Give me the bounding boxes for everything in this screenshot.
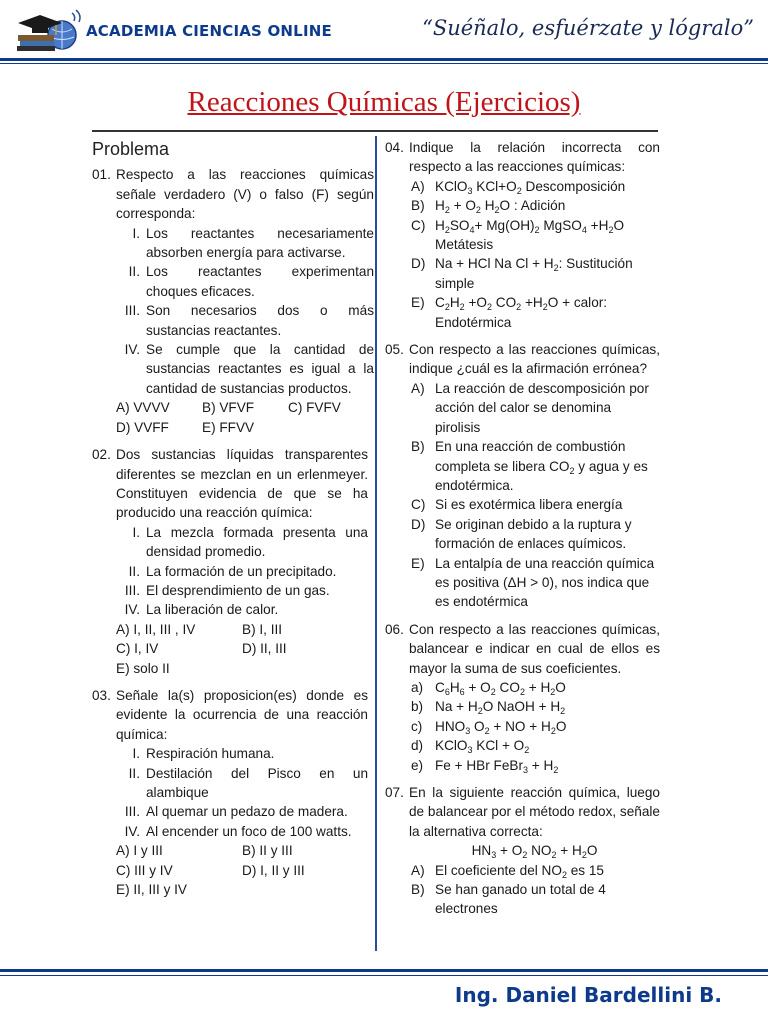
statement-item: II. La formación de un precipitado. [128,563,337,579]
page-title: Reacciones Químicas (Ejercicios) [187,86,581,118]
statement-item: I. La mezcla formada presenta una densidad promedio. [132,524,368,560]
graduation-cap-books-logo-icon [12,5,82,55]
statement-item: III. Al quemar un pedazo de madera. [124,804,348,820]
alternative: d) KClO$_3$ KCl + $O_2$ [411,738,530,756]
option: A) I y III [116,843,163,859]
option: C) FVFV [288,400,341,416]
statement-item: II. Los reactantes experimentan choques eficaces. [128,264,374,299]
question-number: 01. [92,167,111,183]
statement-item: IV. La liberación de calor. [124,602,279,618]
option: D) I, II y III [242,862,305,878]
reaction-equation: $HN_3 + O_2$ $NO_2 + H_2O$ [471,843,598,861]
option: E) II, III y IV [116,882,188,898]
statement-item: III. El desprendimiento de un gas. [124,582,330,598]
alternative: E) La entalpía de una reacción química es positiva (ΔH > 0), nos indica que es endotérmica [411,555,655,610]
alternative: D) Se originan debido a la ruptura y formación de enlaces químicos. [411,516,632,552]
alternative: c) $HNO_3$ $O_2$ + NO + $H_2O$ [411,718,567,736]
alternative: C) $H_2SO_4+ Mg(OH)_2$ MgSO$_4$ $+H_2O$ Metátesis [411,217,625,253]
question-02 [92,445,366,678]
question-05 [385,340,660,612]
question-03 [92,686,366,899]
alternative: C) Si es exotérmica libera energía [411,497,623,513]
option: B) VFVF [202,400,255,416]
question-number: 05. [385,342,404,358]
alternative: D) Na + HCl Na $Cl + H_2$: Sustitución simple [411,256,633,291]
option: C) III y IV [116,862,173,878]
question-text: Indique la relación incorrecta con respecto a las reacciones químicas: [409,140,660,175]
header-rule [0,58,768,61]
header-rule-thin [0,63,768,64]
question-text: En la siguiente reacción química, luego de balancear por el método redox, señale la alternativa correcta: [409,785,660,839]
option: E) solo II [116,660,170,676]
question-text: Señale la(s) proposicion(es) donde es evidente la ocurrencia de una reacción química: [116,687,368,742]
alternative: B) Se han ganado un total de 4 electrones [411,882,606,917]
footer-rule [0,969,768,972]
option: D) VVFF [116,419,169,435]
question-text: Respecto a las reacciones químicas señale verdadero (V) o falso (F) según corresponda: [116,167,374,222]
question-number: 06. [385,621,404,637]
option: D) II, III [242,641,287,657]
alternative: B) En una reacción de combustión completa se libera $CO_2$ y agua y es endotérmica. [411,439,648,493]
author-name: Ing. Daniel Bardellini B. [454,983,722,1007]
statement-item: II. Destilación del Pisco en un alambique [128,765,368,800]
left-column [92,139,374,907]
option: B) I, III [242,621,283,637]
question-number: 02. [92,447,111,463]
question-text: Con respecto a las reacciones químicas, indique ¿cuál es la afirmación errónea? [409,342,660,377]
option: A) I, II, III , IV [116,621,196,637]
question-number: 07. [385,785,404,800]
statement-item: IV. Al encender un foco de 100 watts. [124,823,352,839]
question-text: Con respecto a las reacciones químicas, balancear e indicar en cual de ellos es mayor la suma de sus coeficientes. [409,621,660,676]
answer-options [116,620,368,678]
statement-item: IV. Se cumple que la cantidad de sustancias reactantes es igual a la cantidad de sustancias productos. [124,342,374,396]
column-divider [375,136,377,951]
option: E) FFVV [202,419,255,435]
question-number: 03. [92,687,111,703]
question-text: Dos sustancias líquidas transparentes diferentes se mezclan en un erlenmeyer. Constituyen evidencia de que se ha producido una reacción química: [116,447,368,521]
brand-name: ACADEMIA CIENCIAS ONLINE [86,22,332,40]
right-column [385,138,660,927]
alternative: a) $C_6H_6 + O_2$ $CO_2 + H_2O$ [411,679,566,697]
answer-options [116,398,374,437]
alternative: A) El coeficiente del $NO_2$ es 15 [411,862,604,880]
statement-item: I. Respiración humana. [132,746,275,762]
alternative: B) $H_2 + O_2$ $H_2O$ : Adición [411,198,566,216]
motto: “Suéñalo, esfuérzate y lógralo” [422,16,754,40]
alternative: b) $Na + H_2O$ NaOH + $H_2$ [411,699,566,717]
answer-options [116,841,368,899]
statement-item: III. Son necesarios dos o más sustancias reactantes. [124,303,374,338]
option: B) II y III [242,843,293,859]
question-04 [385,138,660,332]
question-01 [92,165,374,437]
alternative: E) $C_2H_2 +O_2$ $CO_2 +H_2O$ + calor: Endotérmica [411,295,608,330]
alternative: A) La reacción de descomposición por acción del calor se denomina pirolisis [411,380,649,435]
footer-rule-thin [0,975,768,976]
columns-top-rule [92,130,658,132]
alternative: e) Fe + HBr FeBr$_3$ + $H_2$ [411,757,559,775]
question-06 [385,620,660,775]
question-number: 04. [385,140,404,155]
option: C) I, IV [116,641,159,657]
alternative: A) KClO$_3$ $KCl+O_2$ Descomposición [411,178,626,196]
header [0,0,768,62]
statement-item: I. Los reactantes necesariamente absorben energía para activarse. [132,225,374,261]
option: A) VVVV [116,400,170,416]
section-heading: Problema [92,139,170,159]
question-07 [385,783,660,919]
